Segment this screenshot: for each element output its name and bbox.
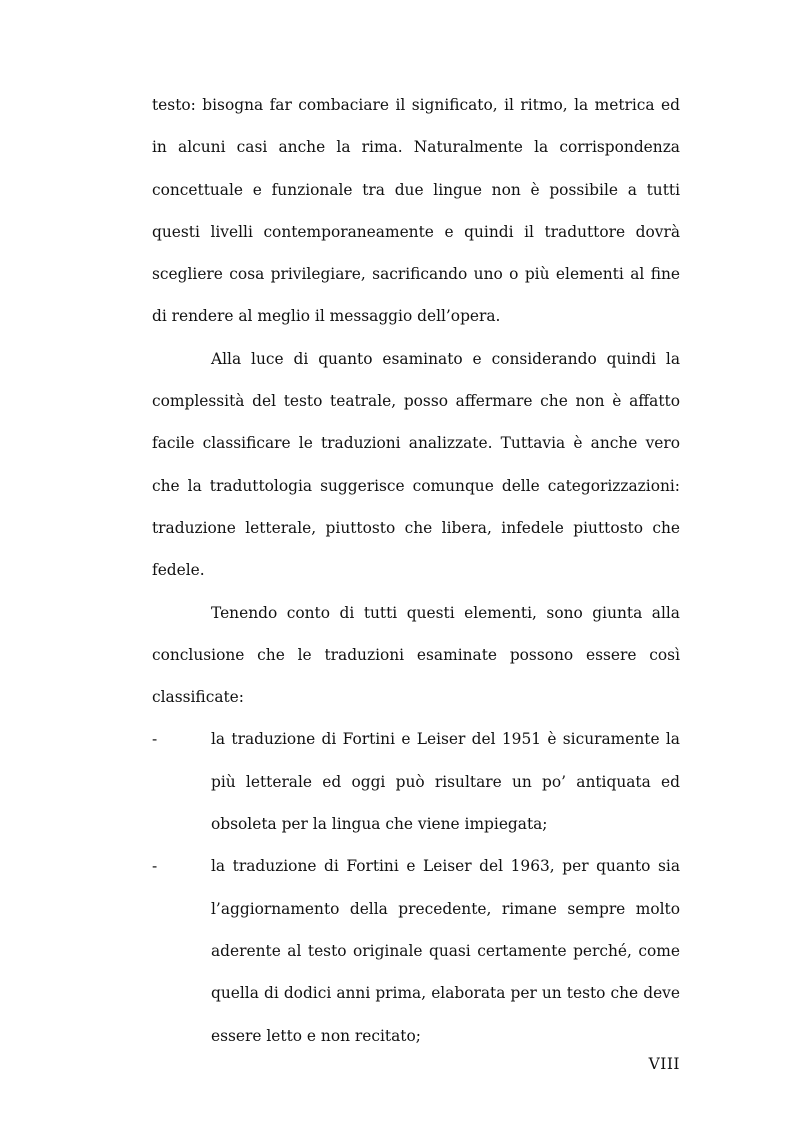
page-number: VIII (648, 1055, 680, 1073)
paragraph-continuation: testo: bisogna far combaciare il significato, il ritmo, la metrica ed in alcuni casi anche la rima. Naturalmente la corrispondenza concettuale e funzionale tra due lingue non è possibile a tutti questi livelli contemporaneamente e quindi il traduttore dovrà scegliere cosa privilegiare, sacrificando uno o più elementi al fine di rendere al meglio il messaggio dell’opera. (152, 96, 680, 326)
list-item (152, 845, 680, 1056)
list-item-text: la traduzione di Fortini e Leiser del 1963, per quanto sia l’aggiornamento della precedente, rimane sempre molto aderente al testo originale quasi certamente perché, come quella di dodici anni prima, elaborata per un testo che deve essere letto e non recitato; (211, 857, 680, 1045)
list-item-text: la traduzione di Fortini e Leiser del 1951 è sicuramente la più letterale ed oggi può risultare un po’ antiquata ed obsoleta per la lingua che viene impiegata; (211, 730, 680, 834)
translation-list (152, 718, 680, 1056)
page-body (152, 84, 680, 1057)
paragraph-analysis: Alla luce di quanto esaminato e considerando quindi la complessità del testo teatrale, posso affermare che non è affatto facile classificare le traduzioni analizzate. Tuttavia è anche vero che la traduttologia suggerisce comunque delle categorizzazioni: traduzione letterale, piuttosto che libera, infedele piuttosto che fedele. (152, 349, 680, 580)
list-marker: - (152, 857, 158, 876)
list-item (152, 718, 680, 845)
list-marker: - (152, 730, 158, 749)
paragraph-conclusion: Tenendo conto di tutti questi elementi, sono giunta alla conclusione che le traduzioni esaminate possono essere così classificate: (152, 603, 680, 707)
